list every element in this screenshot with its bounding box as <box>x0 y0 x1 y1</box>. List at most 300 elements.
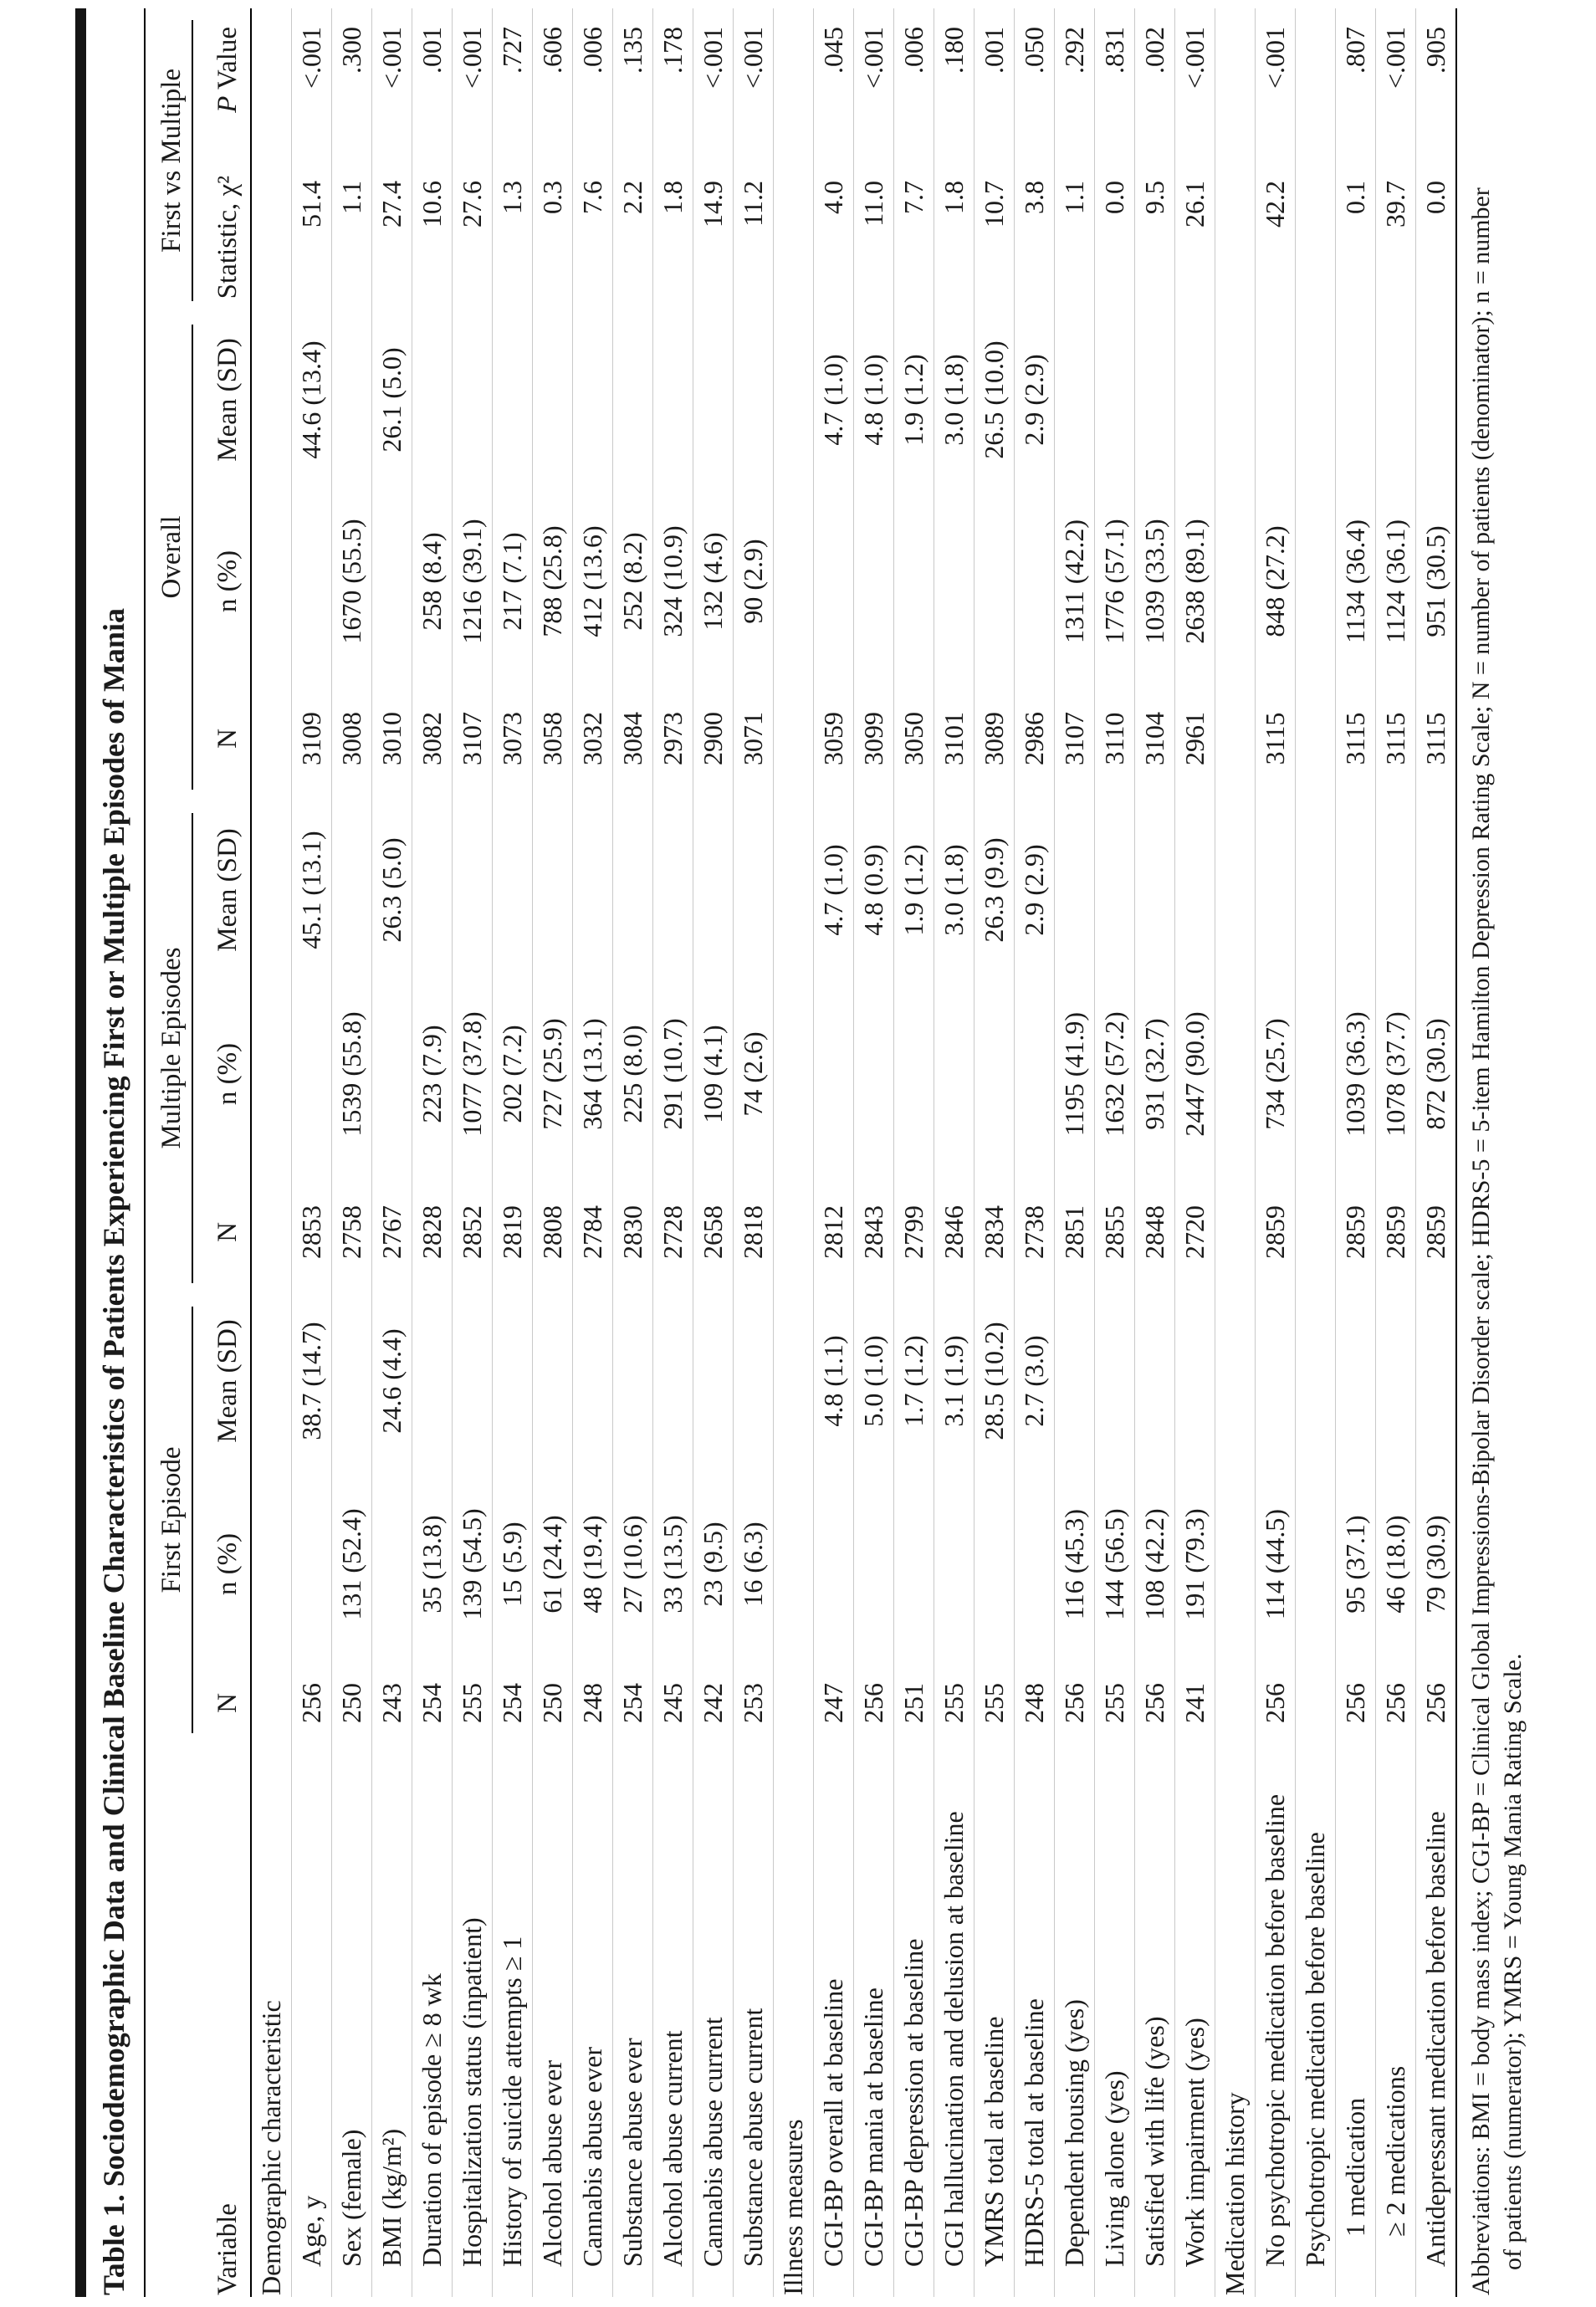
value-cell: <.001 <box>693 8 734 147</box>
value-cell <box>1135 313 1175 487</box>
value-cell: .831 <box>1095 8 1135 147</box>
value-cell: 223 (7.9) <box>412 979 453 1169</box>
value-cell: <.001 <box>734 8 774 147</box>
value-cell <box>573 313 613 487</box>
value-cell: 5.0 (1.0) <box>854 1295 894 1467</box>
value-cell: 51.4 <box>292 147 332 313</box>
value-cell: 2808 <box>533 1169 573 1295</box>
value-cell <box>1296 676 1336 801</box>
variable-cell: Living alone (yes) <box>1095 1745 1135 2297</box>
value-cell: .001 <box>974 8 1015 147</box>
variable-cell: Cannabis abuse ever <box>573 1745 613 2297</box>
value-cell: 2.7 (3.0) <box>1015 1295 1055 1467</box>
table-row <box>1416 8 1457 2297</box>
value-cell: 109 (4.1) <box>693 979 734 1169</box>
value-cell <box>533 1295 573 1467</box>
value-cell: .606 <box>533 8 573 147</box>
value-cell: 1.7 (1.2) <box>894 1295 934 1467</box>
value-cell: 1670 (55.5) <box>332 487 372 676</box>
table-row <box>332 8 372 2297</box>
value-cell <box>292 487 332 676</box>
value-cell <box>854 487 894 676</box>
value-cell: 116 (45.3) <box>1055 1467 1095 1661</box>
value-cell: 27.6 <box>453 147 493 313</box>
value-cell <box>774 1661 814 1745</box>
value-cell: 3.0 (1.8) <box>934 801 974 979</box>
value-cell <box>894 979 934 1169</box>
value-cell <box>613 801 653 979</box>
column-header-overall-n: N <box>197 676 251 801</box>
value-cell <box>854 1467 894 1661</box>
value-cell: 2859 <box>1256 1169 1296 1295</box>
value-cell <box>251 801 292 979</box>
value-cell: 1.8 <box>934 147 974 313</box>
value-cell: 2900 <box>693 676 734 801</box>
value-cell <box>332 801 372 979</box>
value-cell <box>934 1467 974 1661</box>
statistics-table <box>146 8 1457 2297</box>
value-cell <box>1215 8 1256 147</box>
variable-cell: Demographic characteristic <box>251 1745 292 2297</box>
value-cell: <.001 <box>1175 8 1215 147</box>
column-header-variable: Variable <box>197 1745 251 2297</box>
value-cell: 1039 (33.5) <box>1135 487 1175 676</box>
value-cell <box>1215 1169 1256 1295</box>
value-cell <box>653 801 693 979</box>
variable-cell: CGI-BP mania at baseline <box>854 1745 894 2297</box>
value-cell: 256 <box>1376 1661 1416 1745</box>
value-cell: 2.9 (2.9) <box>1015 801 1055 979</box>
value-cell <box>774 313 814 487</box>
value-cell <box>1416 313 1457 487</box>
value-cell <box>251 313 292 487</box>
value-cell <box>1296 1295 1336 1467</box>
value-cell: 253 <box>734 1661 774 1745</box>
value-cell <box>1215 676 1256 801</box>
value-cell <box>372 979 412 1169</box>
value-cell <box>1215 1295 1256 1467</box>
value-cell: 15 (5.9) <box>493 1467 533 1661</box>
value-cell: 256 <box>1336 1661 1376 1745</box>
value-cell: 3109 <box>292 676 332 801</box>
value-cell: .045 <box>814 8 854 147</box>
value-cell: 1078 (37.7) <box>1376 979 1416 1169</box>
value-cell: 0.3 <box>533 147 573 313</box>
value-cell: 250 <box>332 1661 372 1745</box>
table-row <box>493 8 533 2297</box>
value-cell <box>894 1467 934 1661</box>
table-row <box>894 8 934 2297</box>
value-cell: 48 (19.4) <box>573 1467 613 1661</box>
value-cell: 256 <box>854 1661 894 1745</box>
column-header-multiple-n: N <box>197 1169 251 1295</box>
table-row <box>292 8 332 2297</box>
value-cell: 1539 (55.8) <box>332 979 372 1169</box>
value-cell: 11.0 <box>854 147 894 313</box>
variable-cell: HDRS-5 total at baseline <box>1015 1745 1055 2297</box>
variable-cell: Age, y <box>292 1745 332 2297</box>
value-cell: 38.7 (14.7) <box>292 1295 332 1467</box>
value-cell: 2859 <box>1336 1169 1376 1295</box>
value-cell: 3107 <box>1055 676 1095 801</box>
value-cell <box>1215 801 1256 979</box>
value-cell: <.001 <box>292 8 332 147</box>
variable-cell: Alcohol abuse ever <box>533 1745 573 2297</box>
value-cell: 2852 <box>453 1169 493 1295</box>
value-cell: 254 <box>412 1661 453 1745</box>
value-cell: 241 <box>1175 1661 1215 1745</box>
value-cell: .006 <box>894 8 934 147</box>
value-cell: 258 (8.4) <box>412 487 453 676</box>
group-header-row <box>146 8 197 2297</box>
value-cell: 3115 <box>1256 676 1296 801</box>
value-cell <box>533 801 573 979</box>
group-header-spacer <box>146 1745 197 2297</box>
table-top-rule <box>75 8 86 2297</box>
variable-cell: ≥ 2 medications <box>1376 1745 1416 2297</box>
value-cell <box>1135 1295 1175 1467</box>
value-cell: 2828 <box>412 1169 453 1295</box>
value-cell: 26.1 (5.0) <box>372 313 412 487</box>
value-cell <box>854 979 894 1169</box>
value-cell <box>1336 801 1376 979</box>
value-cell <box>412 313 453 487</box>
value-cell <box>251 979 292 1169</box>
group-header-first-vs-multiple: First vs Multiple <box>146 8 197 313</box>
value-cell <box>1416 1295 1457 1467</box>
variable-cell: Antidepressant medication before baseline <box>1420 1811 1451 2267</box>
value-cell <box>894 487 934 676</box>
value-cell <box>372 487 412 676</box>
value-cell: 26.1 <box>1175 147 1215 313</box>
value-cell <box>974 1467 1015 1661</box>
value-cell: 16 (6.3) <box>734 1467 774 1661</box>
value-cell <box>774 676 814 801</box>
table-title: Table 1. Sociodemographic Data and Clinical Baseline Characteristics of Patients Experiencing First or Multiple Episodes of Mania <box>86 8 146 2297</box>
value-cell <box>653 1295 693 1467</box>
value-cell: 3082 <box>412 676 453 801</box>
value-cell: 255 <box>934 1661 974 1745</box>
value-cell <box>1376 313 1416 487</box>
value-cell <box>573 1295 613 1467</box>
value-cell: 46 (18.0) <box>1376 1467 1416 1661</box>
column-header-multiple-npct: n (%) <box>197 979 251 1169</box>
table-row <box>974 8 1015 2297</box>
value-cell: 4.7 (1.0) <box>814 801 854 979</box>
value-cell: 3058 <box>533 676 573 801</box>
value-cell: 1.8 <box>653 147 693 313</box>
value-cell: 251 <box>894 1661 934 1745</box>
value-cell: 1311 (42.2) <box>1055 487 1095 676</box>
value-cell <box>774 1295 814 1467</box>
value-cell <box>251 147 292 313</box>
value-cell: 132 (4.6) <box>693 487 734 676</box>
value-cell: 1216 (39.1) <box>453 487 493 676</box>
value-cell <box>1215 147 1256 313</box>
variable-cell: Medication history <box>1215 1745 1256 2297</box>
value-cell: 10.7 <box>974 147 1015 313</box>
value-cell: 2843 <box>854 1169 894 1295</box>
value-cell: 3110 <box>1095 676 1135 801</box>
value-cell <box>1095 313 1135 487</box>
value-cell <box>251 1467 292 1661</box>
value-cell: 11.2 <box>734 147 774 313</box>
value-cell <box>332 1295 372 1467</box>
value-cell <box>1296 487 1336 676</box>
value-cell <box>251 487 292 676</box>
value-cell: 3008 <box>332 676 372 801</box>
value-cell: 3115 <box>1336 676 1376 801</box>
value-cell <box>1215 1661 1256 1745</box>
value-cell: 26.3 (5.0) <box>372 801 412 979</box>
value-cell: 144 (56.5) <box>1095 1467 1135 1661</box>
value-cell <box>453 313 493 487</box>
value-cell: 1776 (57.1) <box>1095 487 1135 676</box>
value-cell: 4.0 <box>814 147 854 313</box>
column-header-p-value: P Value <box>197 8 251 147</box>
value-cell <box>1296 979 1336 1169</box>
table-header <box>146 8 251 2297</box>
table-row <box>1095 8 1135 2297</box>
variable-cell: Dependent housing (yes) <box>1055 1745 1095 2297</box>
variable-cell: CGI-BP overall at baseline <box>814 1745 854 2297</box>
value-cell: 191 (79.3) <box>1175 1467 1215 1661</box>
value-cell <box>1256 1295 1296 1467</box>
value-cell: 1039 (36.3) <box>1336 979 1376 1169</box>
value-cell <box>774 1467 814 1661</box>
value-cell: 2799 <box>894 1169 934 1295</box>
table-row <box>1175 8 1215 2297</box>
value-cell <box>1296 1467 1336 1661</box>
table-row <box>1256 8 1296 2297</box>
value-cell <box>1296 313 1336 487</box>
column-header-first-n: N <box>197 1661 251 1745</box>
value-cell: 3101 <box>934 676 974 801</box>
column-header-first-npct: n (%) <box>197 1467 251 1661</box>
value-cell: 247 <box>814 1661 854 1745</box>
value-cell: 202 (7.2) <box>493 979 533 1169</box>
value-cell <box>292 1467 332 1661</box>
value-cell: 9.5 <box>1135 147 1175 313</box>
variable-cell: YMRS total at baseline <box>974 1745 1015 2297</box>
value-cell <box>453 801 493 979</box>
value-cell <box>974 979 1015 1169</box>
value-cell: 254 <box>493 1661 533 1745</box>
value-cell: 2.9 (2.9) <box>1015 313 1055 487</box>
value-cell: 2812 <box>814 1169 854 1295</box>
value-cell <box>974 487 1015 676</box>
value-cell: .727 <box>493 8 533 147</box>
column-header-overall-npct: n (%) <box>197 487 251 676</box>
value-cell: 2859 <box>1376 1169 1416 1295</box>
table-row <box>653 8 693 2297</box>
variable-cell: CGI hallucination and delusion at baseline <box>934 1745 974 2297</box>
value-cell <box>814 1467 854 1661</box>
value-cell: 3.1 (1.9) <box>934 1295 974 1467</box>
footnote-line-1: Abbreviations: BMI = body mass index; CGI-BP = Clinical Global Impressions-Bipolar Disorder scale; HDRS-5 = 5-item Hamilton Depression Rating Scale; N = number of patients (denominator); n = number <box>1467 187 1496 2295</box>
value-cell: 7.7 <box>894 147 934 313</box>
value-cell <box>1256 313 1296 487</box>
value-cell <box>1135 801 1175 979</box>
value-cell <box>1296 801 1336 979</box>
value-cell: .001 <box>412 8 453 147</box>
value-cell: <.001 <box>1376 8 1416 147</box>
value-cell <box>774 801 814 979</box>
table-row <box>1376 8 1416 2297</box>
value-cell <box>1095 801 1135 979</box>
value-cell: 1.9 (1.2) <box>894 801 934 979</box>
value-cell: .905 <box>1420 26 1451 74</box>
value-cell <box>693 1295 734 1467</box>
value-cell: 252 (8.2) <box>613 487 653 676</box>
value-cell: 256 <box>1055 1661 1095 1745</box>
value-cell: 2859 <box>1420 1205 1451 1259</box>
value-cell: 1195 (41.9) <box>1055 979 1095 1169</box>
value-cell: 33 (13.5) <box>653 1467 693 1661</box>
value-cell: 7.6 <box>573 147 613 313</box>
group-header-first-episode: First Episode <box>146 1295 197 1745</box>
value-cell: 4.8 (1.1) <box>814 1295 854 1467</box>
value-cell: 2738 <box>1015 1169 1055 1295</box>
value-cell: 79 (30.9) <box>1420 1515 1451 1614</box>
table-row <box>372 8 412 2297</box>
value-cell: 2846 <box>934 1169 974 1295</box>
value-cell: 90 (2.9) <box>734 487 774 676</box>
variable-cell: Substance abuse current <box>734 1745 774 2297</box>
value-cell: 10.6 <box>412 147 453 313</box>
column-header-first-mean: Mean (SD) <box>197 1295 251 1467</box>
value-cell: 217 (7.1) <box>493 487 533 676</box>
value-cell: 248 <box>573 1661 613 1745</box>
value-cell <box>774 147 814 313</box>
value-cell: 1077 (37.8) <box>453 979 493 1169</box>
value-cell: 23 (9.5) <box>693 1467 734 1661</box>
value-cell: 2767 <box>372 1169 412 1295</box>
table-row <box>854 8 894 2297</box>
value-cell: 27.4 <box>372 147 412 313</box>
value-cell <box>251 1169 292 1295</box>
value-cell <box>1015 487 1055 676</box>
value-cell <box>653 313 693 487</box>
value-cell <box>1055 801 1095 979</box>
value-cell: 1.3 <box>493 147 533 313</box>
value-cell <box>493 801 533 979</box>
value-cell: 139 (54.5) <box>453 1467 493 1661</box>
value-cell: 2818 <box>734 1169 774 1295</box>
value-cell: .292 <box>1055 8 1095 147</box>
value-cell: 2638 (89.1) <box>1175 487 1215 676</box>
value-cell: 27 (10.6) <box>613 1467 653 1661</box>
table-row <box>693 8 734 2297</box>
value-cell: 2447 (90.0) <box>1175 979 1215 1169</box>
value-cell: 44.6 (13.4) <box>292 313 332 487</box>
value-cell: 26.5 (10.0) <box>974 313 1015 487</box>
value-cell <box>251 1295 292 1467</box>
value-cell: 788 (25.8) <box>533 487 573 676</box>
column-header-multiple-mean: Mean (SD) <box>197 801 251 979</box>
variable-cell: Duration of episode ≥ 8 wk <box>412 1745 453 2297</box>
table-row <box>1215 8 1256 2297</box>
value-cell: 0.0 <box>1420 180 1451 214</box>
value-cell: 225 (8.0) <box>613 979 653 1169</box>
value-cell <box>814 487 854 676</box>
value-cell: 42.2 <box>1256 147 1296 313</box>
value-cell: 2855 <box>1095 1169 1135 1295</box>
value-cell <box>734 313 774 487</box>
value-cell: 256 <box>292 1661 332 1745</box>
value-cell <box>613 1295 653 1467</box>
variable-cell: Cannabis abuse current <box>693 1745 734 2297</box>
value-cell: 2973 <box>653 676 693 801</box>
table-row <box>1336 8 1376 2297</box>
value-cell: 131 (52.4) <box>332 1467 372 1661</box>
value-cell: 2851 <box>1055 1169 1095 1295</box>
value-cell <box>1256 801 1296 979</box>
value-cell: 14.9 <box>693 147 734 313</box>
value-cell: 39.7 <box>1376 147 1416 313</box>
value-cell <box>1215 487 1256 676</box>
table-row <box>1296 8 1336 2297</box>
value-cell <box>251 676 292 801</box>
value-cell: 256 <box>1256 1661 1296 1745</box>
variable-cell: 1 medication <box>1336 1745 1376 2297</box>
value-cell: 3099 <box>854 676 894 801</box>
value-cell: 254 <box>613 1661 653 1745</box>
value-cell: 2853 <box>292 1169 332 1295</box>
value-cell: 3084 <box>613 676 653 801</box>
table-row <box>814 8 854 2297</box>
value-cell <box>1015 979 1055 1169</box>
table-body <box>251 8 1456 2297</box>
value-cell <box>1296 147 1336 313</box>
variable-cell: Sex (female) <box>332 1745 372 2297</box>
table-row <box>1055 8 1095 2297</box>
value-cell: 3010 <box>372 676 412 801</box>
table-row <box>573 8 613 2297</box>
value-cell: 4.8 (1.0) <box>854 313 894 487</box>
value-cell <box>1175 801 1215 979</box>
value-cell <box>493 313 533 487</box>
value-cell <box>533 313 573 487</box>
value-cell: 28.5 (10.2) <box>974 1295 1015 1467</box>
value-cell <box>774 1169 814 1295</box>
value-cell: 3107 <box>453 676 493 801</box>
table-row <box>251 8 292 2297</box>
value-cell <box>774 487 814 676</box>
column-header-overall-mean: Mean (SD) <box>197 313 251 487</box>
value-cell <box>613 313 653 487</box>
variable-cell: Illness measures <box>774 1745 814 2297</box>
value-cell: 1.9 (1.2) <box>894 313 934 487</box>
value-cell <box>1296 1661 1336 1745</box>
value-cell: 2720 <box>1175 1169 1215 1295</box>
value-cell: 951 (30.5) <box>1420 525 1451 637</box>
value-cell: 1.1 <box>332 147 372 313</box>
value-cell: 3115 <box>1376 676 1416 801</box>
value-cell: <.001 <box>1256 8 1296 147</box>
value-cell <box>1055 313 1095 487</box>
value-cell: 1.1 <box>1055 147 1095 313</box>
variable-cell: CGI-BP depression at baseline <box>894 1745 934 2297</box>
value-cell: 3115 <box>1420 712 1451 765</box>
value-cell: 291 (10.7) <box>653 979 693 1169</box>
table-row <box>774 8 814 2297</box>
value-cell: 3071 <box>734 676 774 801</box>
value-cell: 2658 <box>693 1169 734 1295</box>
value-cell: 24.6 (4.4) <box>372 1295 412 1467</box>
table-row <box>533 8 573 2297</box>
value-cell: 324 (10.9) <box>653 487 693 676</box>
